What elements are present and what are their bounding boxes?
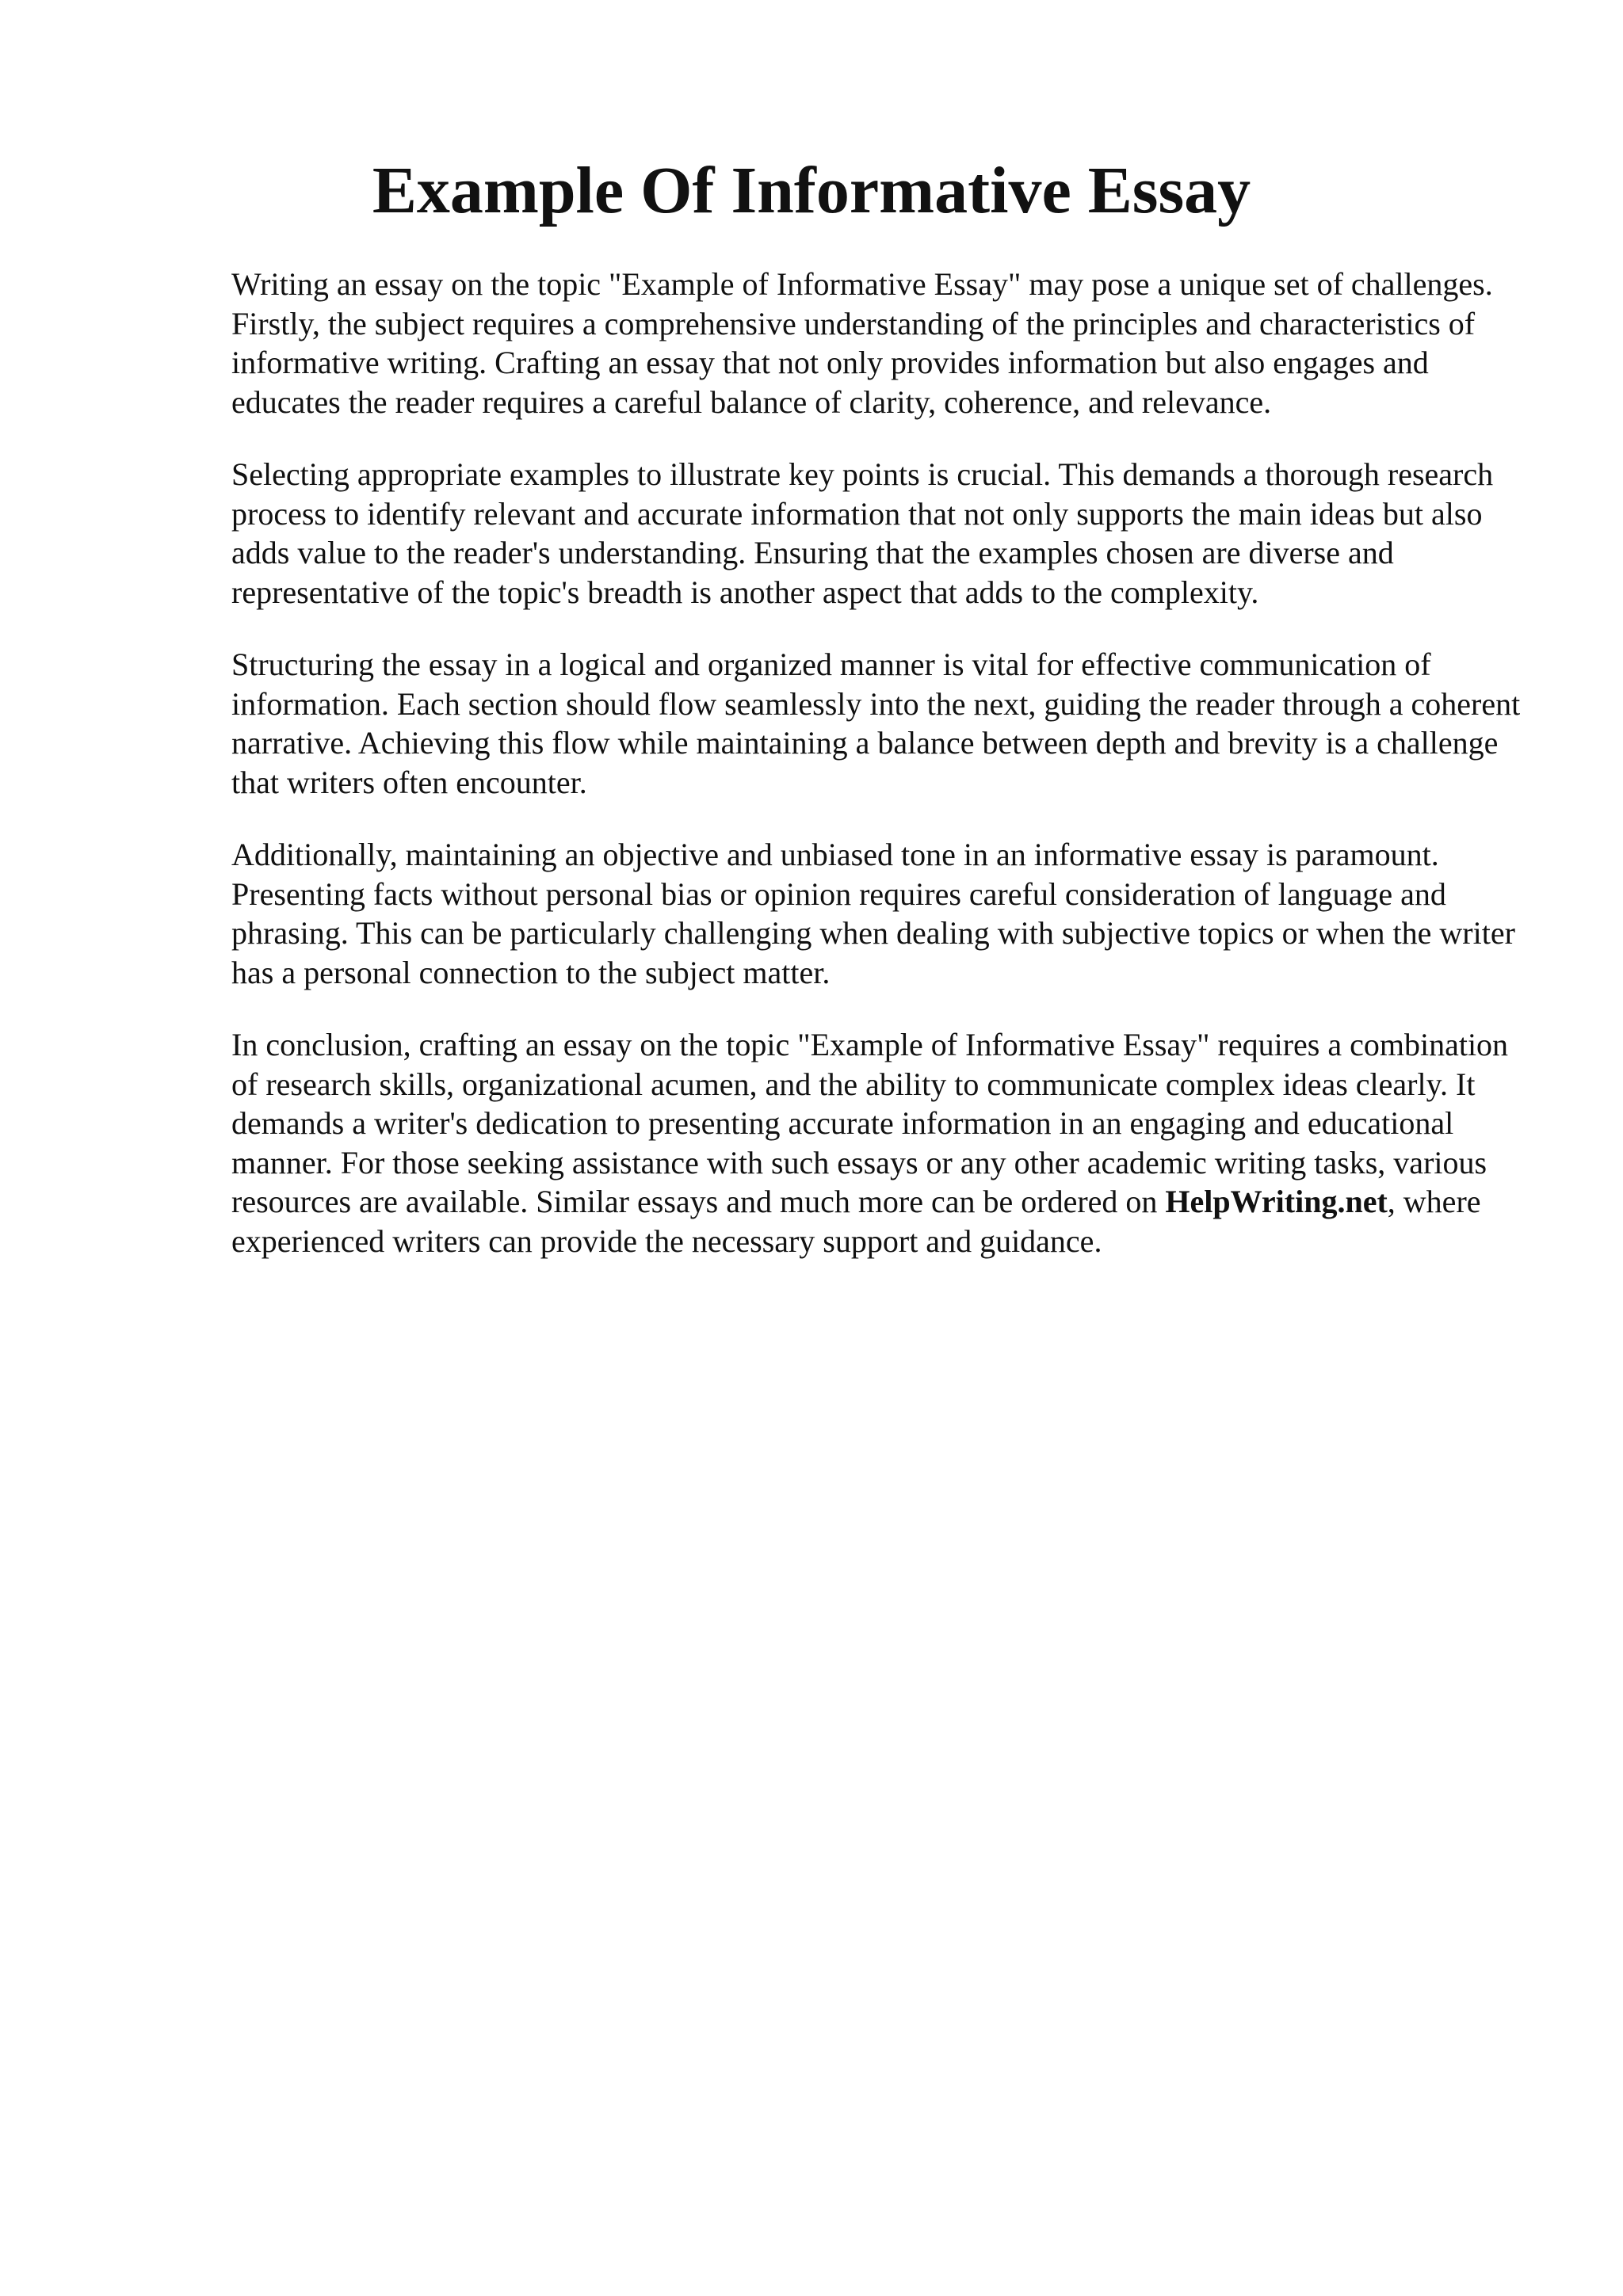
conclusion-tail: , where experienced writers can provide the necessary support and guidance. [231,1184,1481,1259]
paragraph-conclusion [231,1025,1523,1261]
document-title: Example Of Informative Essay [372,154,1251,227]
paragraph-1: Writing an essay on the topic "Example of Informative Essay" may pose a unique set of challenges. Firstly, the subject requires a comprehensive understanding of the principles and characteristics of informative writing. Crafting an essay that not only provides information but also engages and educates the reader requires a careful balance of clarity, coherence, and relevance. [231,266,1493,420]
paragraph-2: Selecting appropriate examples to illustrate key points is crucial. This demands a thorough research process to identify relevant and accurate information that not only supports the main ideas but also adds value to the reader's understanding. Ensuring that the examples chosen are diverse and representative of the topic's breadth is another aspect that adds to the complexity. [231,456,1494,610]
paragraph-3: Structuring the essay in a logical and organized manner is vital for effective communication of information. Each section should flow seamlessly into the next, guiding the reader through a coherent narrative. Achieving this flow while maintaining a balance between depth and brevity is a challenge that writers often encounter. [231,646,1521,800]
brand-name: HelpWriting.net [1165,1184,1388,1219]
paragraph-4: Additionally, maintaining an objective and unbiased tone in an informative essay is paramount. Presenting facts without personal bias or opinion requires careful consideration of language and phrasing. This can be particularly challenging when dealing with subjective topics or when the writer has a personal connection to the subject matter. [231,837,1515,990]
conclusion-text: In conclusion, crafting an essay on the topic "Example of Informative Essay" requires a combination of research skills, organizational acumen, and the ability to communicate complex ideas clearly. It demands a writer's dedication to presenting accurate information in an engaging and educational manner. For those seeking assistance with such essays or any other academic writing tasks, various resources are available. Similar essays and much more can be ordered on [231,1027,1509,1219]
document-body [231,265,1523,1294]
